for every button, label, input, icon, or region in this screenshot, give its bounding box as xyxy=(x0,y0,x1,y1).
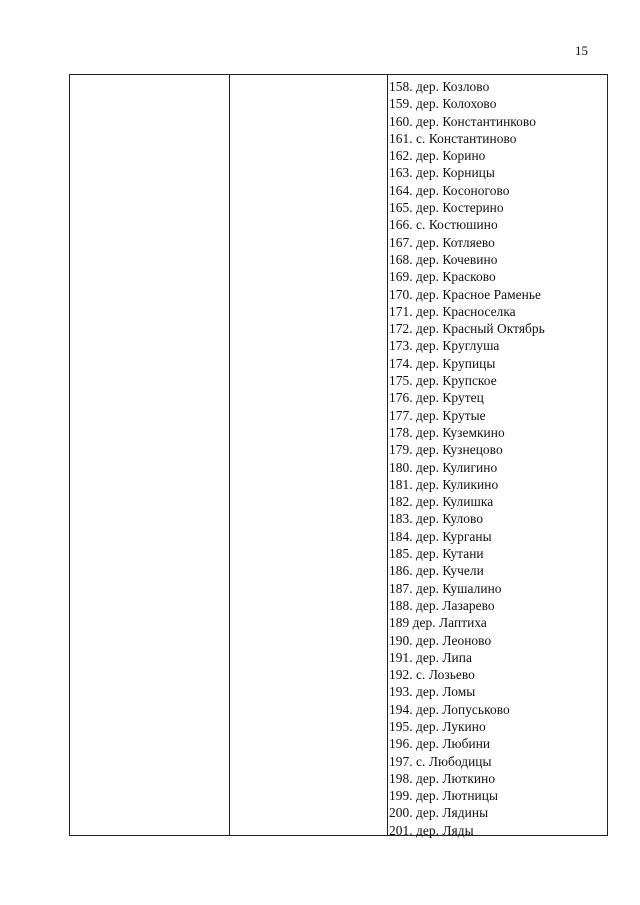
settlement-entry: 199. дер. Лютницы xyxy=(389,788,499,804)
settlement-entry: 190. дер. Леоново xyxy=(389,632,492,648)
settlement-entry: 170. дер. Красное Раменье xyxy=(389,286,542,302)
settlement-entry: 184. дер. Курганы xyxy=(389,528,492,544)
settlement-entry: 201. дер. Ляды xyxy=(389,822,474,838)
settlement-entry: 160. дер. Константинково xyxy=(389,113,536,129)
settlement-entry: 198. дер. Люткино xyxy=(389,770,496,786)
settlement-entry: 168. дер. Кочевино xyxy=(389,251,498,267)
settlement-entry: 164. дер. Косоногово xyxy=(389,182,510,198)
settlement-entry: 166. с. Костюшино xyxy=(389,217,498,233)
settlement-entry: 179. дер. Кузнецово xyxy=(389,442,503,458)
settlement-entry: 173. дер. Круглуша xyxy=(389,338,500,354)
settlement-entry: 163. дер. Корницы xyxy=(389,165,495,181)
settlement-entry: 188. дер. Лазарево xyxy=(389,597,495,613)
settlements-table xyxy=(69,74,608,836)
settlement-entry: 187. дер. Кушалино xyxy=(389,580,502,596)
settlement-entry: 185. дер. Кутани xyxy=(389,546,484,562)
settlement-entry: 191. дер. Липа xyxy=(389,649,472,665)
settlement-entry: 186. дер. Кучели xyxy=(389,563,484,579)
settlement-entry: 189 дер. Лаптиха xyxy=(389,615,487,631)
page-number: 15 xyxy=(575,43,588,58)
settlement-entry: 192. с. Лозьево xyxy=(389,667,475,683)
settlement-entry: 194. дер. Лопуськово xyxy=(389,701,510,717)
column-divider-1 xyxy=(229,75,230,835)
settlement-entry: 182. дер. Кулишка xyxy=(389,494,494,510)
settlement-entry: 174. дер. Крупицы xyxy=(389,355,496,371)
settlement-entry: 177. дер. Крутые xyxy=(389,407,486,423)
settlement-entry: 183. дер. Кулово xyxy=(389,511,484,527)
settlement-entry: 167. дер. Котляево xyxy=(389,234,495,250)
settlement-entry: 181. дер. Куликино xyxy=(389,476,499,492)
settlement-entry: 195. дер. Лукино xyxy=(389,718,486,734)
settlement-entry: 158. дер. Козлово xyxy=(389,79,490,94)
settlement-entry: 178. дер. Куземкино xyxy=(389,424,505,440)
settlement-entry: 169. дер. Красково xyxy=(389,269,496,285)
settlement-entry: 180. дер. Кулигино xyxy=(389,459,498,475)
settlement-entry: 162. дер. Корино xyxy=(389,148,486,164)
settlement-entry: 197. с. Любодицы xyxy=(389,753,492,769)
settlement-entry: 159. дер. Колохово xyxy=(389,96,497,112)
settlement-entry: 172. дер. Красный Октябрь xyxy=(389,321,545,337)
settlement-entry: 171. дер. Красноселка xyxy=(389,303,516,319)
settlement-entry: 193. дер. Ломы xyxy=(389,684,476,700)
settlement-entry: 196. дер. Любини xyxy=(389,736,491,752)
settlement-entry: 175. дер. Крупское xyxy=(389,373,497,389)
settlement-list xyxy=(389,78,607,839)
settlement-entry: 200. дер. Лядины xyxy=(389,805,489,821)
settlement-entry: 161. с. Константиново xyxy=(389,130,517,146)
column-divider-2 xyxy=(387,75,388,835)
settlement-entry: 176. дер. Крутец xyxy=(389,390,484,406)
settlement-entry: 165. дер. Костерино xyxy=(389,200,504,216)
